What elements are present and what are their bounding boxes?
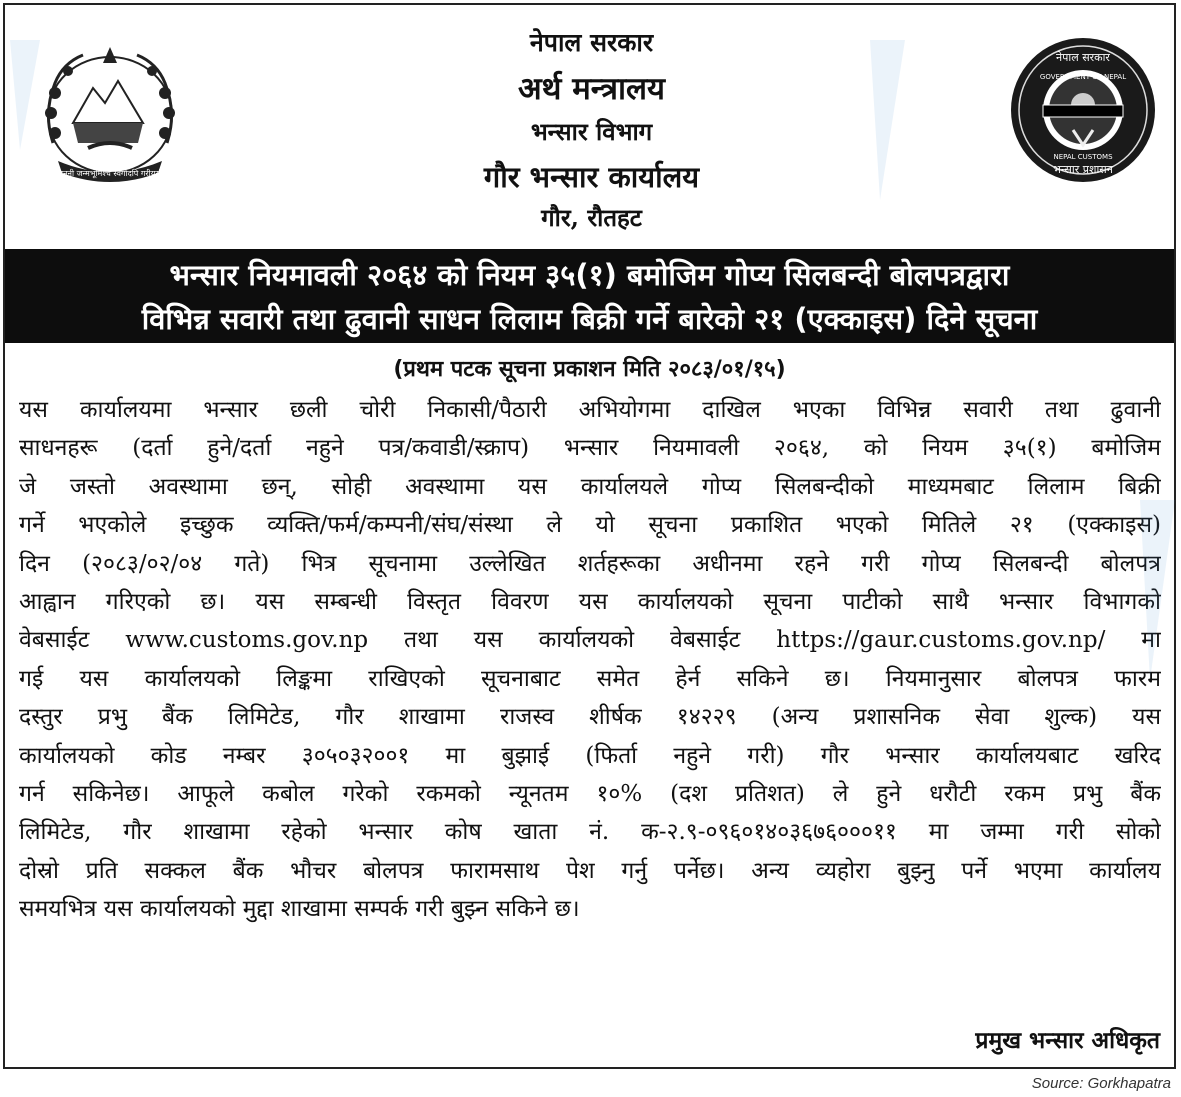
body-line: कार्यालयको कोड नम्बर ३०५०३२००१ मा बुझाई (फिर्ता नहुने गरी) गौर भन्सार कार्यालयबाट खरिद <box>19 742 1161 769</box>
emblem-motto: जननी जन्मभूमिश्च स्वर्गादपि गरीयसी <box>57 169 163 178</box>
body-line: दस्तुर प्रभु बैंक लिमिटेड, गौर शाखामा राजस्व शीर्षक १४२२९ (अन्य प्रशासनिक सेवा शुल्क) यस <box>19 704 1161 731</box>
signatory-title: प्रमुख भन्सार अधिकृत <box>975 1027 1160 1054</box>
ministry-name: अर्थ मन्त्रालय <box>517 71 666 107</box>
seal-text-top: नेपाल सरकार <box>1056 51 1110 64</box>
government-name: नेपाल सरकार <box>529 28 654 57</box>
office-name: गौर भन्सार कार्यालय <box>483 160 700 194</box>
office-location: गौर, रौतहट <box>541 203 642 232</box>
body-line: समयभित्र यस कार्यालयको मुद्दा शाखामा सम्पर्क गरी बुझ्न सकिने छ। <box>19 896 580 923</box>
notice-title-line-2: विभिन्न सवारी तथा ढुवानी साधन लिलाम बिक्री गर्ने बारेको २१ (एक्काइस) दिने सूचना <box>141 302 1038 336</box>
seal-text-bottom: भन्सार प्रशासन <box>1053 163 1113 176</box>
seal-text-ring-bottom: NEPAL CUSTOMS <box>1053 153 1113 161</box>
source-credit: Source: Gorkhapatra <box>1031 1075 1171 1092</box>
body-line: वेबसाईट www.customs.gov.np तथा यस कार्यालयको वेबसाईट https://gaur.customs.gov.np/ मा <box>19 627 1161 654</box>
seal-text-ring: GOVERNMENT OF NEPAL <box>1039 73 1127 81</box>
body-line: दिन (२०८३/०२/०४ गते) भित्र सूचनामा उल्लेखित शर्तहरूका अधीनमा रहने गरी गोप्य सिलबन्दी बोलपत्र <box>19 550 1161 577</box>
publication-date: (प्रथम पटक सूचना प्रकाशन मिति २०८३/०१/१५) <box>393 357 786 382</box>
body-line: जे जस्तो अवस्थामा छन्, सोही अवस्थामा यस कार्यालयले गोप्य सिलबन्दीको माध्यमबाट लिलाम बिक्री <box>19 473 1161 500</box>
body-line: गर्ने भएकोले इच्छुक व्यक्ति/फर्म/कम्पनी/संघ/संस्था ले यो सूचना प्रकाशित भएको मितिले २१ (एक्काइस) <box>19 512 1161 539</box>
body-line: यस कार्यालयमा भन्सार छली चोरी निकासी/पैठारी अभियोगमा दाखिल भएका विभिन्न सवारी तथा ढुवानी <box>19 397 1161 423</box>
body-line: आह्वान गरिएको छ। यस सम्बन्धी विस्तृत विवरण यस कार्यालयको सूचना पाटीको साथै भन्सार विभागको <box>19 588 1161 615</box>
department-name: भन्सार विभाग <box>530 117 653 146</box>
body-line: दोस्रो प्रति सक्कल बैंक भौचर बोलपत्र फारामसाथ पेश गर्नु पर्नेछ। अन्य व्यहोरा बुझ्नु पर्ने भएमा कार्यालय <box>19 857 1161 884</box>
body-line: साधनहरू (दर्ता हुने/दर्ता नहुने पत्र/कवाडी/स्क्राप) भन्सार नियमावली २०६४, को नियम ३५(१) बमोजिम <box>19 435 1161 462</box>
notice-title-line-1: भन्सार नियमावली २०६४ को नियम ३५(१) बमोजिम गोप्य सिलबन्दी बोलपत्रद्वारा <box>169 258 1010 292</box>
body-line: गई यस कार्यालयको लिङ्कमा राखिएको सूचनाबाट समेत हेर्न सकिने छ। नियमानुसार बोलपत्र फारम <box>19 665 1161 692</box>
body-line: गर्न सकिनेछ। आफूले कबोल गरेको रकमको न्यूनतम १०% (दश प्रतिशत) ले हुने धरौटी रकम प्रभु बैंक <box>19 780 1161 807</box>
body-line: लिमिटेड, गौर शाखामा रहेको भन्सार कोष खाता नं. क-२.९-०९६०१४०३६७६०००११ मा जम्मा गरी सोको <box>19 819 1161 846</box>
